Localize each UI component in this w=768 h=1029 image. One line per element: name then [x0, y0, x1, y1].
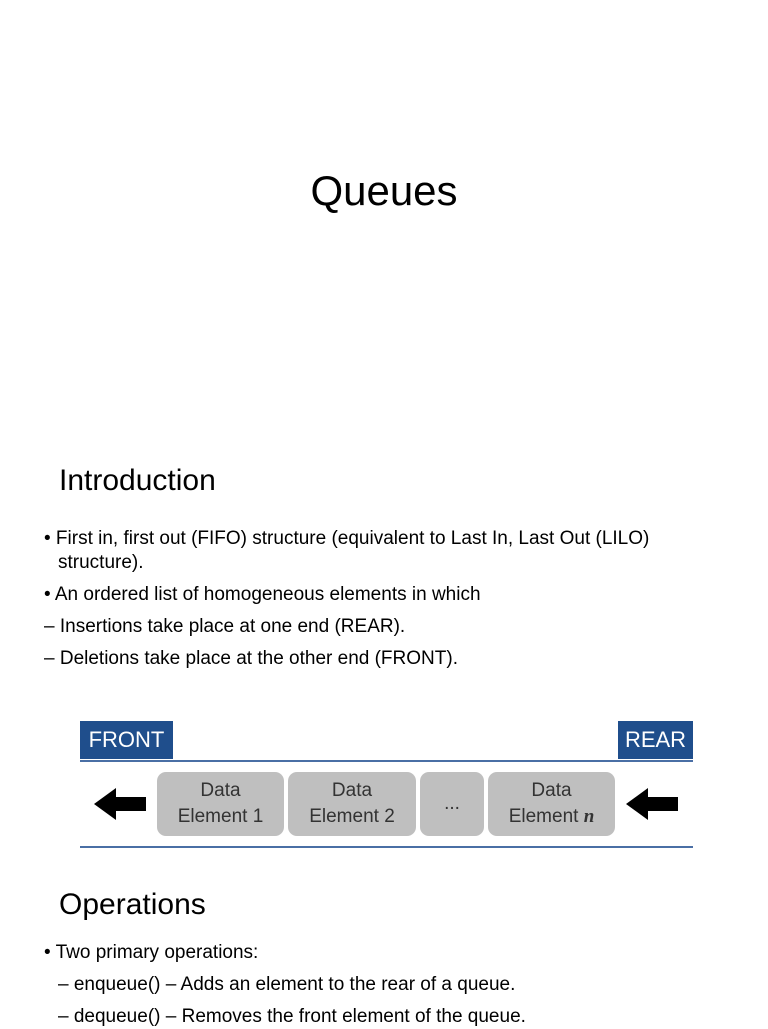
cell-2-line-1: Data [331, 780, 373, 801]
rear-label: REAR [618, 721, 693, 759]
operations-heading: Operations [59, 888, 206, 921]
cell-1-line-2: Element 1 [177, 806, 264, 827]
intro-bullet-1-line-2: structure). [58, 552, 144, 573]
ops-sub-item-1: – enqueue() – Adds an element to the rear of a queue. [58, 974, 516, 995]
cell-n-variable: n [583, 806, 595, 827]
arrow-left-icon [94, 788, 148, 820]
page-title: Queues [310, 167, 458, 214]
cell-n-line-2 [509, 804, 595, 830]
cell-n-line-1: Data [531, 780, 572, 801]
introduction-heading: Introduction [59, 464, 216, 497]
bottom-rule [80, 846, 693, 848]
intro-bullet-2: • An ordered list of homogeneous elements in which [44, 584, 481, 605]
ops-bullet-1: • Two primary operations: [44, 942, 259, 963]
front-label: FRONT [80, 721, 173, 759]
arrow-left-icon [626, 788, 680, 820]
ellipsis-text: ... [444, 793, 460, 814]
top-rule [80, 760, 693, 762]
queue-cell-ellipsis [420, 772, 484, 836]
queue-cell-2 [288, 772, 416, 836]
intro-bullet-1-line-1: • First in, first out (FIFO) structure (equivalent to Last In, Last Out (LILO) [44, 528, 650, 549]
cell-2-line-2: Element 2 [309, 806, 395, 827]
intro-sub-item-2: – Deletions take place at the other end (FRONT). [44, 648, 458, 669]
cell-1-line-1: Data [200, 780, 241, 801]
intro-sub-item-1: – Insertions take place at one end (REAR). [44, 616, 406, 637]
ops-sub-item-2: – dequeue() – Removes the front element of the queue. [58, 1006, 526, 1027]
queue-cell-1 [157, 772, 284, 836]
cell-n-line-2-prefix: Element [508, 806, 584, 827]
queue-cell-n [488, 772, 615, 836]
